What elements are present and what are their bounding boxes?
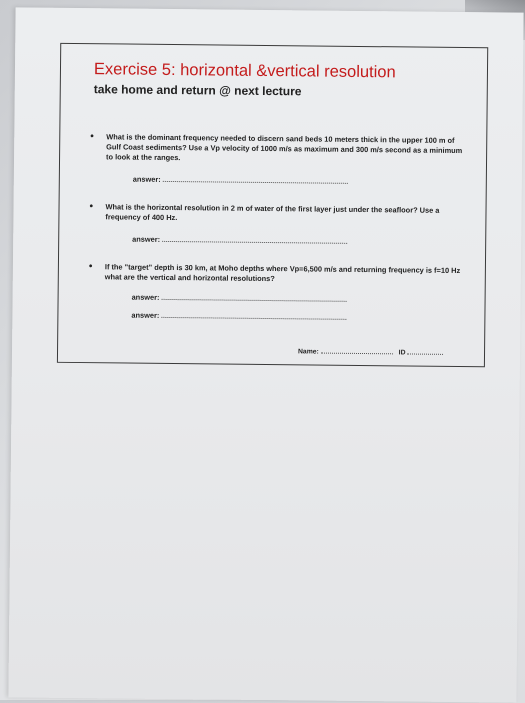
question-2-text: What is the horizontal resolution in 2 m of water of the first layer just under the seafloor? Use a frequency of 400 Hz. <box>105 202 440 223</box>
answer-label-1: answer: <box>132 174 161 184</box>
name-field[interactable] <box>321 347 393 355</box>
bullet-1: • <box>90 131 94 143</box>
exercise-title: Exercise 5: horizontal &vertical resolution <box>93 60 396 82</box>
answer-dotted-line <box>162 235 347 244</box>
bullet-2: • <box>89 201 94 213</box>
bullet-3: • <box>88 261 93 273</box>
id-field[interactable] <box>407 347 443 354</box>
id-label: ID <box>398 349 406 357</box>
answer-label-3b: answer: <box>131 310 160 320</box>
answer-label-2: answer: <box>132 234 161 244</box>
question-3 <box>88 261 465 286</box>
question-2 <box>89 201 465 226</box>
exercise-subtitle: take home and return @ next lecture <box>93 82 302 99</box>
answer-field-2[interactable] <box>132 235 347 246</box>
answer-dotted-line <box>162 293 347 302</box>
answer-field-3b[interactable] <box>131 311 346 322</box>
question-1 <box>90 131 466 166</box>
question-3-text: If the "target" depth is 30 km, at Moho depths where Vp=6,500 m/s and returning frequency is f=10 Hz what are the vertical and horizontal resolutions? <box>104 262 461 284</box>
answer-dotted-line <box>161 311 346 320</box>
exercise-box <box>57 43 488 367</box>
paper-sheet <box>8 7 523 702</box>
answer-field-1[interactable] <box>133 175 348 186</box>
question-1-text: What is the dominant frequency needed to discern sand beds 10 meters thick in the upper 100 m of Gulf Coast sediments? Use a Vp velocity of 1000 m/s as maximum and 300 m/s second as a minimum to look at the ranges. <box>106 132 463 163</box>
answer-dotted-line <box>163 175 348 184</box>
signature-row <box>298 346 444 357</box>
name-label: Name: <box>297 348 319 356</box>
answer-label-3a: answer: <box>131 292 160 302</box>
answer-field-3a[interactable] <box>132 293 347 304</box>
